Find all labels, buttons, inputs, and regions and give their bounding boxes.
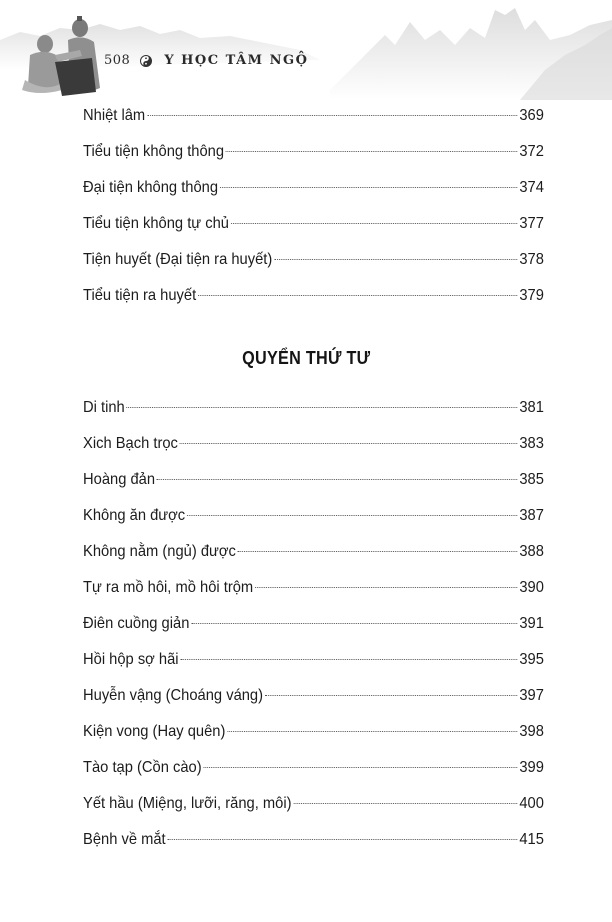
dot-leader	[127, 407, 518, 408]
toc-entry-page: 372	[519, 143, 544, 160]
toc-entry-page: 377	[519, 215, 544, 232]
book-title: Y HỌC TÂM NGỘ	[164, 53, 309, 68]
toc-entry-page: 415	[519, 831, 544, 848]
toc-entry[interactable]	[83, 242, 544, 278]
toc-entry[interactable]	[83, 462, 544, 498]
dot-leader	[274, 259, 517, 260]
toc-entry-title: Hồi hộp sợ hãi	[83, 651, 179, 668]
toc-entry[interactable]	[83, 426, 544, 462]
toc-entry-title: Đại tiện không thông	[83, 179, 219, 196]
toc-entry[interactable]	[83, 570, 544, 606]
dot-leader	[191, 623, 517, 624]
toc-entry-page: 383	[519, 435, 544, 452]
dot-leader	[265, 695, 518, 696]
toc-entry-page: 387	[519, 507, 544, 524]
toc-entry-page: 378	[519, 251, 544, 268]
toc-entry[interactable]	[83, 714, 544, 750]
toc-entry-page: 397	[519, 687, 544, 704]
toc-entry-page: 381	[519, 399, 544, 416]
dot-leader	[203, 767, 517, 768]
toc-entry-title: Nhiệt lâm	[83, 107, 146, 124]
toc-entry-page: 388	[519, 543, 544, 560]
toc-entry[interactable]	[83, 822, 544, 858]
toc-entry-title: Huyễn vậng (Choáng váng)	[83, 687, 264, 704]
toc-entry-page: 390	[519, 579, 544, 596]
toc-entry-title: Điên cuồng giản	[83, 615, 190, 632]
dot-leader	[157, 479, 518, 480]
toc-entry[interactable]	[83, 170, 544, 206]
toc-list-part1	[83, 98, 544, 314]
toc-entry-title: Tiểu tiện không tự chủ	[83, 215, 229, 232]
toc-entry-page: 395	[519, 651, 544, 668]
dot-leader	[226, 151, 518, 152]
toc-entry-title: Không ăn được	[83, 507, 186, 524]
dot-leader	[227, 731, 517, 732]
toc-entry[interactable]	[83, 786, 544, 822]
toc-entry[interactable]	[83, 134, 544, 170]
toc-entry-page: 379	[519, 287, 544, 304]
mountain-landscape-illustration	[0, 0, 612, 100]
page-header	[0, 0, 612, 100]
toc-entry-title: Kiện vong (Hay quên)	[83, 723, 226, 740]
dot-leader	[198, 295, 517, 296]
toc-entry[interactable]	[83, 206, 544, 242]
toc-entry-title: Tiểu tiện ra huyết	[83, 287, 197, 304]
toc-entry-title: Hoàng đản	[83, 471, 156, 488]
dot-leader	[167, 839, 517, 840]
toc-entry[interactable]	[83, 98, 544, 134]
dot-leader	[220, 187, 518, 188]
toc-entry[interactable]	[83, 642, 544, 678]
toc-entry-page: 369	[519, 107, 544, 124]
dot-leader	[255, 587, 517, 588]
toc-entry-title: Tào tạp (Cồn cào)	[83, 759, 202, 776]
toc-entry-title: Di tinh	[83, 399, 125, 416]
toc-entry-page: 374	[519, 179, 544, 196]
dot-leader	[231, 223, 518, 224]
section-heading-text: QUYỂN THỨ TƯ	[241, 348, 371, 368]
toc-entry-page: 400	[519, 795, 544, 812]
toc-entry[interactable]	[83, 498, 544, 534]
toc-entry-title: Tiện huyết (Đại tiện ra huyết)	[83, 251, 273, 268]
toc-entry-title: Không nằm (ngủ) được	[83, 543, 236, 560]
toc-entry[interactable]	[83, 278, 544, 314]
toc-entry-title: Yết hầu (Miệng, lưỡi, răng, môi)	[83, 795, 292, 812]
dot-leader	[147, 115, 518, 116]
toc-entry-title: Xich Bạch trọc	[83, 435, 178, 452]
running-head	[104, 53, 308, 68]
section-heading	[0, 348, 612, 369]
dot-leader	[293, 803, 517, 804]
toc-entry-page: 385	[519, 471, 544, 488]
toc-entry[interactable]	[83, 678, 544, 714]
toc-list-part2	[83, 390, 544, 858]
toc-entry[interactable]	[83, 606, 544, 642]
toc-entry-page: 391	[519, 615, 544, 632]
dot-leader	[187, 515, 517, 516]
toc-entry-title: Bệnh về mắt	[83, 831, 166, 848]
yin-yang-icon	[140, 55, 152, 67]
dot-leader	[238, 551, 518, 552]
toc-entry[interactable]	[83, 390, 544, 426]
toc-entry-title: Tự ra mồ hôi, mồ hôi trộm	[83, 579, 254, 596]
page-number: 508	[104, 53, 131, 68]
toc-entry-page: 399	[519, 759, 544, 776]
toc-entry-title: Tiểu tiện không thông	[83, 143, 225, 160]
dot-leader	[180, 443, 518, 444]
toc-entry-page: 398	[519, 723, 544, 740]
toc-entry[interactable]	[83, 750, 544, 786]
toc-entry[interactable]	[83, 534, 544, 570]
dot-leader	[180, 659, 517, 660]
